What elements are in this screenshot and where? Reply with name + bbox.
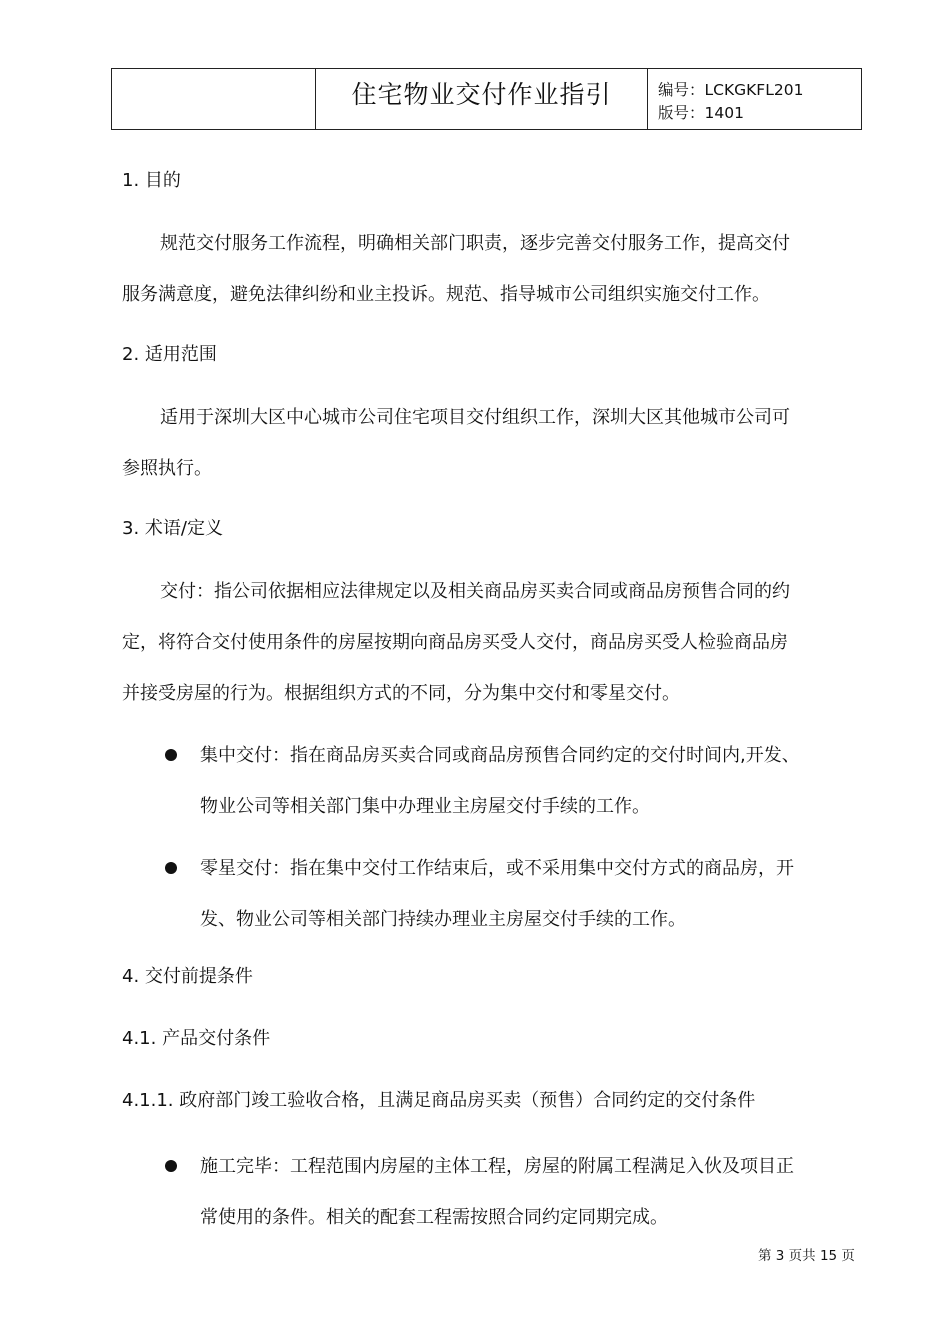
section-2-line-2: 参照执行。 — [122, 458, 212, 479]
section-1-heading: 1. 目的 — [122, 170, 181, 191]
section-4-1-heading: 4.1. 产品交付条件 — [122, 1028, 271, 1049]
section-2-heading: 2. 适用范围 — [122, 344, 217, 365]
section-2-line-1: 适用于深圳大区中心城市公司住宅项目交付组织工作，深圳大区其他城市公司可 — [160, 407, 790, 428]
section-4-1-1-heading: 4.1.1. 政府部门竣工验收合格，且满足商品房买卖（预售）合同约定的交付条件 — [122, 1090, 756, 1111]
bullet-line: 零星交付：指在集中交付工作结束后，或不采用集中交付方式的商品房，开 — [200, 858, 794, 879]
section-3-line-1: 交付：指公司依据相应法律规定以及相关商品房买卖合同或商品房预售合同的约 — [160, 581, 790, 602]
section-2-paragraph — [122, 392, 842, 494]
document-code-cell — [648, 69, 861, 129]
document-code: 编号：LCKGKFL201 — [658, 81, 804, 99]
section-4-heading: 4. 交付前提条件 — [122, 966, 253, 987]
bullet-line: 物业公司等相关部门集中办理业主房屋交付手续的工作。 — [200, 796, 650, 817]
bullet-line: 发、物业公司等相关部门持续办理业主房屋交付手续的工作。 — [200, 909, 686, 930]
document-header-table — [111, 68, 862, 130]
bullet-dot-icon — [165, 862, 177, 874]
document-version: 版号：1401 — [658, 104, 744, 122]
bullet-line: 集中交付：指在商品房买卖合同或商品房预售合同约定的交付时间内,开发、 — [200, 745, 800, 766]
header-logo-cell — [112, 69, 316, 129]
section-3-paragraph — [122, 566, 842, 719]
document-title: 住宅物业交付作业指引 — [316, 69, 648, 129]
page-number: 第 3 页共 15 页 — [758, 1248, 855, 1264]
section-1-line-2: 服务满意度，避免法律纠纷和业主投诉。规范、指导城市公司组织实施交付工作。 — [122, 284, 770, 305]
section-3-line-2: 定，将符合交付使用条件的房屋按期向商品房买受人交付，商品房买受人检验商品房 — [122, 632, 788, 653]
bullet-line: 常使用的条件。相关的配套工程需按照合同约定同期完成。 — [200, 1207, 668, 1228]
section-1-line-1: 规范交付服务工作流程，明确相关部门职责，逐步完善交付服务工作，提高交付 — [160, 233, 790, 254]
section-3-line-3: 并接受房屋的行为。根据组织方式的不同，分为集中交付和零星交付。 — [122, 683, 680, 704]
bullet-dot-icon — [165, 1160, 177, 1172]
section-3-heading: 3. 术语/定义 — [122, 518, 223, 539]
section-1-paragraph — [122, 218, 842, 320]
bullet-dot-icon — [165, 749, 177, 761]
bullet-line: 施工完毕：工程范围内房屋的主体工程，房屋的附属工程满足入伙及项目正 — [200, 1156, 794, 1177]
